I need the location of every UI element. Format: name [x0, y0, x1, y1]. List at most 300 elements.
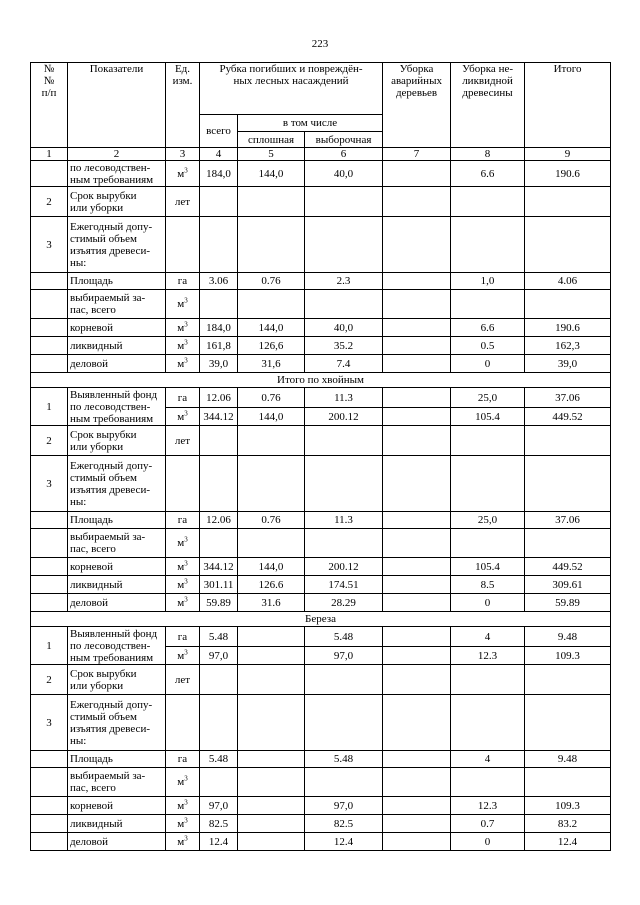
- value-cell: [238, 627, 305, 647]
- value-cell: 309.61: [525, 576, 611, 594]
- table-row: [31, 751, 611, 768]
- value-cell: 4: [451, 751, 525, 768]
- empty-cell: [451, 529, 525, 558]
- value-cell: 59.89: [200, 594, 238, 612]
- row-number: 1: [31, 388, 68, 426]
- value-cell: 200.12: [305, 558, 383, 576]
- unit-cell: лет: [166, 665, 200, 695]
- value-cell: 200.12: [305, 408, 383, 426]
- empty-cell: [525, 456, 611, 512]
- table-row: [31, 290, 611, 319]
- value-cell: [383, 647, 451, 665]
- unit-m: м: [177, 410, 185, 423]
- empty-cell: [383, 426, 451, 456]
- value-cell: [383, 594, 451, 612]
- empty-cell: [200, 426, 238, 456]
- empty-cell: [238, 768, 305, 797]
- table-row: [31, 273, 611, 290]
- value-cell: [383, 161, 451, 187]
- row-label: Площадь: [68, 512, 166, 529]
- forest-felling-table: [30, 62, 611, 851]
- column-number: 9: [525, 148, 611, 161]
- value-cell: [383, 273, 451, 290]
- value-cell: 161,8: [200, 337, 238, 355]
- empty-cell: [383, 529, 451, 558]
- unit-cell: [166, 833, 200, 851]
- value-cell: 109.3: [525, 647, 611, 665]
- column-number: 8: [451, 148, 525, 161]
- unit-m: м: [177, 560, 185, 573]
- empty-cell: [31, 290, 68, 319]
- table-row: [31, 815, 611, 833]
- row-label: Ежегодный допу- стимый объем изъятия древеси- ны:: [68, 217, 166, 273]
- value-cell: 190.6: [525, 161, 611, 187]
- header-clear: сплошная: [238, 132, 305, 148]
- value-cell: 5.48: [200, 627, 238, 647]
- unit-cell: [166, 797, 200, 815]
- value-cell: 190.6: [525, 319, 611, 337]
- empty-cell: [238, 290, 305, 319]
- table-row: [31, 612, 611, 627]
- empty-cell: [238, 529, 305, 558]
- value-cell: 37.06: [525, 388, 611, 408]
- unit-cell: [166, 647, 200, 665]
- empty-cell: [31, 319, 68, 337]
- value-cell: [383, 558, 451, 576]
- row-number: 3: [31, 217, 68, 273]
- empty-cell: [31, 558, 68, 576]
- header-indicators: Показатели: [68, 63, 166, 148]
- value-cell: 82.5: [200, 815, 238, 833]
- unit-cubed: 3: [184, 408, 188, 417]
- empty-cell: [383, 768, 451, 797]
- empty-cell: [451, 426, 525, 456]
- unit-m: м: [177, 799, 185, 812]
- row-label: корневой: [68, 797, 166, 815]
- unit-cell: [166, 290, 200, 319]
- value-cell: 174.51: [305, 576, 383, 594]
- empty-cell: [525, 217, 611, 273]
- unit-cubed: 3: [184, 296, 188, 305]
- value-cell: 97,0: [305, 797, 383, 815]
- unit-cubed: 3: [184, 833, 188, 842]
- empty-cell: [200, 290, 238, 319]
- table-row: [31, 388, 611, 408]
- value-cell: 144,0: [238, 558, 305, 576]
- empty-cell: [525, 290, 611, 319]
- value-cell: [383, 833, 451, 851]
- value-cell: 31.6: [238, 594, 305, 612]
- unit-cell: [166, 529, 200, 558]
- table-row: [31, 797, 611, 815]
- table-row: [31, 319, 611, 337]
- value-cell: [383, 388, 451, 408]
- empty-cell: [383, 217, 451, 273]
- row-label: по лесоводствен- ным требованиям: [68, 161, 166, 187]
- value-cell: 97,0: [200, 797, 238, 815]
- value-cell: 28.29: [305, 594, 383, 612]
- unit-cubed: 3: [184, 797, 188, 806]
- value-cell: 5.48: [305, 751, 383, 768]
- page-number: 223: [311, 38, 329, 50]
- header-unit: Ед. изм.: [166, 63, 200, 148]
- value-cell: [383, 319, 451, 337]
- empty-cell: [383, 456, 451, 512]
- unit-cubed: 3: [184, 535, 188, 544]
- empty-cell: [305, 695, 383, 751]
- value-cell: [383, 576, 451, 594]
- value-cell: 31,6: [238, 355, 305, 373]
- table-row: [31, 529, 611, 558]
- value-cell: 12.3: [451, 797, 525, 815]
- empty-cell: [238, 426, 305, 456]
- empty-cell: [31, 594, 68, 612]
- table-row: [31, 665, 611, 695]
- table-row: [31, 456, 611, 512]
- value-cell: 12.06: [200, 388, 238, 408]
- row-number: 3: [31, 695, 68, 751]
- value-cell: [383, 512, 451, 529]
- value-cell: 11.3: [305, 388, 383, 408]
- unit-cubed: 3: [184, 774, 188, 783]
- value-cell: 144,0: [238, 408, 305, 426]
- empty-cell: [451, 217, 525, 273]
- row-label: корневой: [68, 558, 166, 576]
- value-cell: 35.2: [305, 337, 383, 355]
- empty-cell: [166, 456, 200, 512]
- unit-cubed: 3: [184, 165, 188, 174]
- row-number: 2: [31, 187, 68, 217]
- value-cell: 25,0: [451, 512, 525, 529]
- unit-m: м: [177, 649, 185, 662]
- row-label: деловой: [68, 594, 166, 612]
- value-cell: 12.4: [200, 833, 238, 851]
- unit-m: м: [177, 537, 185, 549]
- table-row: [31, 558, 611, 576]
- row-label: Ежегодный допу- стимый объем изъятия древеси- ны:: [68, 695, 166, 751]
- empty-cell: [451, 290, 525, 319]
- row-label: выбираемый за- пас, всего: [68, 290, 166, 319]
- row-label: выбираемый за- пас, всего: [68, 529, 166, 558]
- row-number: 3: [31, 456, 68, 512]
- unit-cell: [166, 319, 200, 337]
- empty-cell: [31, 576, 68, 594]
- empty-cell: [31, 512, 68, 529]
- column-number: 6: [305, 148, 383, 161]
- unit-m: м: [177, 167, 185, 180]
- value-cell: 0.76: [238, 388, 305, 408]
- value-cell: 0.76: [238, 512, 305, 529]
- section-heading: Итого по хвойным: [31, 373, 611, 388]
- row-number: 2: [31, 665, 68, 695]
- value-cell: 109.3: [525, 797, 611, 815]
- unit-cell: га: [166, 273, 200, 290]
- empty-cell: [383, 290, 451, 319]
- value-cell: [238, 815, 305, 833]
- empty-cell: [238, 665, 305, 695]
- value-cell: [383, 751, 451, 768]
- value-cell: 105.4: [451, 558, 525, 576]
- row-label: деловой: [68, 355, 166, 373]
- value-cell: 39,0: [525, 355, 611, 373]
- value-cell: [238, 797, 305, 815]
- unit-m: м: [177, 578, 185, 591]
- value-cell: 40,0: [305, 319, 383, 337]
- empty-cell: [525, 768, 611, 797]
- value-cell: 97,0: [200, 647, 238, 665]
- column-number: 2: [68, 148, 166, 161]
- row-label: корневой: [68, 319, 166, 337]
- row-label: Срок вырубки или уборки: [68, 426, 166, 456]
- unit-cell: [166, 337, 200, 355]
- empty-cell: [200, 768, 238, 797]
- empty-cell: [305, 217, 383, 273]
- value-cell: 0: [451, 833, 525, 851]
- value-cell: 25,0: [451, 388, 525, 408]
- value-cell: 12.06: [200, 512, 238, 529]
- header-felling: Рубка погибших и повреждён- ных лесных насаждений: [200, 63, 383, 115]
- value-cell: [383, 627, 451, 647]
- value-cell: 1,0: [451, 273, 525, 290]
- unit-cell: [166, 594, 200, 612]
- empty-cell: [451, 695, 525, 751]
- unit-m: м: [177, 817, 185, 830]
- table-row: [31, 512, 611, 529]
- empty-cell: [525, 695, 611, 751]
- empty-cell: [31, 355, 68, 373]
- unit-cell: га: [166, 512, 200, 529]
- table-row: [31, 161, 611, 187]
- empty-cell: [200, 456, 238, 512]
- value-cell: 0.76: [238, 273, 305, 290]
- unit-m: м: [177, 596, 185, 609]
- value-cell: 8.5: [451, 576, 525, 594]
- row-label: Площадь: [68, 273, 166, 290]
- row-label: ликвидный: [68, 576, 166, 594]
- value-cell: 449.52: [525, 408, 611, 426]
- unit-cell: [166, 408, 200, 426]
- empty-cell: [238, 187, 305, 217]
- value-cell: 162,3: [525, 337, 611, 355]
- unit-m: м: [177, 321, 185, 334]
- column-number: 5: [238, 148, 305, 161]
- column-number: 7: [383, 148, 451, 161]
- header-itogo: Итого: [525, 63, 611, 148]
- empty-cell: [200, 187, 238, 217]
- row-label: Ежегодный допу- стимый объем изъятия древеси- ны:: [68, 456, 166, 512]
- empty-cell: [31, 273, 68, 290]
- empty-cell: [305, 456, 383, 512]
- table-row: [31, 576, 611, 594]
- table-row: [31, 426, 611, 456]
- empty-cell: [525, 665, 611, 695]
- value-cell: 37.06: [525, 512, 611, 529]
- empty-cell: [451, 187, 525, 217]
- empty-cell: [305, 187, 383, 217]
- row-label: Срок вырубки или уборки: [68, 187, 166, 217]
- value-cell: 59.89: [525, 594, 611, 612]
- value-cell: 301.11: [200, 576, 238, 594]
- value-cell: 6.6: [451, 319, 525, 337]
- unit-m: м: [177, 357, 185, 370]
- empty-cell: [305, 290, 383, 319]
- unit-cell: [166, 768, 200, 797]
- value-cell: 184,0: [200, 161, 238, 187]
- unit-cubed: 3: [184, 558, 188, 567]
- value-cell: 4.06: [525, 273, 611, 290]
- value-cell: 5.48: [305, 627, 383, 647]
- empty-cell: [525, 529, 611, 558]
- value-cell: 0.7: [451, 815, 525, 833]
- value-cell: 11.3: [305, 512, 383, 529]
- unit-cubed: 3: [184, 355, 188, 364]
- empty-cell: [451, 768, 525, 797]
- unit-cell: [166, 161, 200, 187]
- value-cell: 6.6: [451, 161, 525, 187]
- table-row: [31, 768, 611, 797]
- table-row: [31, 373, 611, 388]
- empty-cell: [200, 529, 238, 558]
- row-label: ликвидный: [68, 815, 166, 833]
- empty-cell: [200, 665, 238, 695]
- value-cell: 9.48: [525, 751, 611, 768]
- empty-cell: [200, 695, 238, 751]
- value-cell: 344.12: [200, 408, 238, 426]
- empty-cell: [238, 695, 305, 751]
- header-selective: выборочная: [305, 132, 383, 148]
- value-cell: [383, 337, 451, 355]
- empty-cell: [166, 217, 200, 273]
- column-number: 1: [31, 148, 68, 161]
- unit-cubed: 3: [184, 319, 188, 328]
- empty-cell: [31, 815, 68, 833]
- value-cell: 7.4: [305, 355, 383, 373]
- value-cell: 82.5: [305, 815, 383, 833]
- unit-cell: [166, 558, 200, 576]
- value-cell: 144,0: [238, 161, 305, 187]
- row-label: ликвидный: [68, 337, 166, 355]
- unit-cell: [166, 576, 200, 594]
- unit-cell: га: [166, 751, 200, 768]
- table-row: [31, 148, 611, 161]
- value-cell: 97,0: [305, 647, 383, 665]
- table-row: [31, 217, 611, 273]
- column-number: 3: [166, 148, 200, 161]
- empty-cell: [451, 665, 525, 695]
- unit-cell: [166, 355, 200, 373]
- unit-cell: га: [166, 388, 200, 408]
- value-cell: 9.48: [525, 627, 611, 647]
- value-cell: 5.48: [200, 751, 238, 768]
- value-cell: 3.06: [200, 273, 238, 290]
- empty-cell: [31, 751, 68, 768]
- value-cell: 12.3: [451, 647, 525, 665]
- value-cell: 40,0: [305, 161, 383, 187]
- value-cell: [238, 751, 305, 768]
- empty-cell: [305, 665, 383, 695]
- empty-cell: [31, 797, 68, 815]
- table-row: [31, 187, 611, 217]
- value-cell: 39,0: [200, 355, 238, 373]
- value-cell: 12.4: [305, 833, 383, 851]
- unit-cubed: 3: [184, 647, 188, 656]
- value-cell: 105.4: [451, 408, 525, 426]
- header-emergency: Уборка аварийных деревьев: [383, 63, 451, 148]
- column-number: 4: [200, 148, 238, 161]
- value-cell: 0.5: [451, 337, 525, 355]
- value-cell: [238, 647, 305, 665]
- row-label: Выявленный фонд по лесоводствен- ным требованиям: [68, 627, 166, 665]
- value-cell: [383, 355, 451, 373]
- value-cell: 184,0: [200, 319, 238, 337]
- unit-cubed: 3: [184, 815, 188, 824]
- value-cell: [383, 815, 451, 833]
- unit-cubed: 3: [184, 337, 188, 346]
- value-cell: 12.4: [525, 833, 611, 851]
- value-cell: 83.2: [525, 815, 611, 833]
- empty-cell: [525, 426, 611, 456]
- header-illiquid: Уборка не- ликвидной древесины: [451, 63, 525, 148]
- header-total-sub: всего: [200, 115, 238, 148]
- value-cell: 0: [451, 355, 525, 373]
- row-label: выбираемый за- пас, всего: [68, 768, 166, 797]
- row-number: 1: [31, 627, 68, 665]
- unit-cubed: 3: [184, 576, 188, 585]
- empty-cell: [305, 529, 383, 558]
- empty-cell: [31, 337, 68, 355]
- row-label: Выявленный фонд по лесоводствен- ным требованиям: [68, 388, 166, 426]
- row-label: Площадь: [68, 751, 166, 768]
- empty-cell: [31, 833, 68, 851]
- value-cell: 126,6: [238, 337, 305, 355]
- empty-cell: [166, 695, 200, 751]
- table-row: [31, 337, 611, 355]
- unit-m: м: [177, 835, 185, 848]
- row-label: Срок вырубки или уборки: [68, 665, 166, 695]
- table-row: [31, 355, 611, 373]
- value-cell: 2.3: [305, 273, 383, 290]
- value-cell: 4: [451, 627, 525, 647]
- unit-cell: га: [166, 627, 200, 647]
- header-number: № № п/п: [31, 63, 68, 148]
- empty-cell: [238, 456, 305, 512]
- unit-m: м: [177, 776, 185, 788]
- empty-cell: [525, 187, 611, 217]
- empty-cell: [451, 456, 525, 512]
- empty-cell: [31, 529, 68, 558]
- value-cell: 344.12: [200, 558, 238, 576]
- unit-cell: лет: [166, 187, 200, 217]
- unit-cell: [166, 815, 200, 833]
- value-cell: 0: [451, 594, 525, 612]
- empty-cell: [383, 695, 451, 751]
- value-cell: 126.6: [238, 576, 305, 594]
- empty-cell: [200, 217, 238, 273]
- empty-cell: [383, 187, 451, 217]
- table-row: [31, 594, 611, 612]
- empty-cell: [305, 768, 383, 797]
- empty-cell: [31, 768, 68, 797]
- section-heading: Береза: [31, 612, 611, 627]
- unit-cell: лет: [166, 426, 200, 456]
- empty-cell: [305, 426, 383, 456]
- empty-cell: [383, 665, 451, 695]
- value-cell: [383, 408, 451, 426]
- header-including: в том числе: [238, 115, 383, 132]
- empty-cell: [238, 217, 305, 273]
- unit-m: м: [177, 298, 185, 310]
- table-row: [31, 695, 611, 751]
